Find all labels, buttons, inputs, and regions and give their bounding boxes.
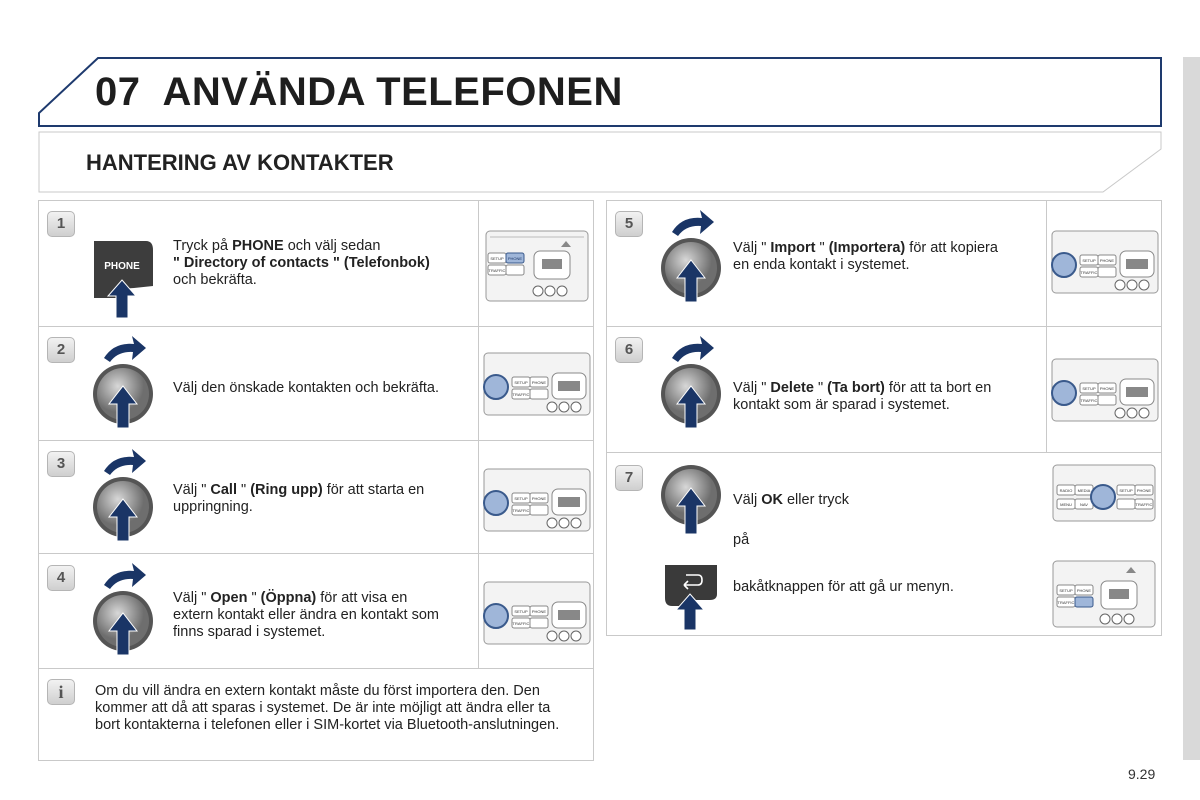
svg-text:TRAFFIC: TRAFFIC — [488, 268, 506, 273]
svg-text:SETUP: SETUP — [514, 496, 528, 501]
svg-text:TRAFFIC: TRAFFIC — [1080, 398, 1098, 403]
step-5-text: Välj " Import " (Importera) för att kopiera en enda kontakt i systemet. — [733, 240, 998, 273]
step-7-badge: 7 — [615, 465, 643, 491]
step-3-badge: 3 — [47, 451, 75, 477]
info-icon: i — [47, 679, 75, 705]
svg-text:TRAFFIC: TRAFFIC — [512, 508, 530, 513]
svg-text:MEDIA: MEDIA — [1077, 488, 1091, 493]
chapter-number: 07 — [95, 70, 141, 114]
step-7-text: Välj OK eller tryck — [733, 492, 850, 508]
svg-text:PHONE: PHONE — [1099, 386, 1115, 391]
svg-text:TRAFFIC: TRAFFIC — [1080, 270, 1098, 275]
step-3-text: Välj " Call " (Ring upp) för att starta en uppringning. — [173, 482, 425, 515]
svg-text:TRAFFIC: TRAFFIC — [1057, 600, 1075, 605]
page-side-tab — [1183, 57, 1200, 760]
rotary-knob-icon — [658, 462, 724, 541]
svg-text:MENU: MENU — [1060, 502, 1072, 507]
svg-text:TRAFFIC: TRAFFIC — [1135, 502, 1153, 507]
svg-text:PHONE: PHONE — [531, 609, 547, 614]
svg-text:PHONE: PHONE — [1076, 588, 1092, 593]
svg-text:PHONE: PHONE — [507, 256, 523, 261]
phone-button-icon — [90, 238, 156, 325]
page-number: 9.29 — [1128, 766, 1156, 782]
divider — [606, 452, 1162, 453]
step-4-text: Välj " Open " (Öppna) för att visa en extern kontakt eller ändra en kontakt som finns sparad i systemet. — [173, 590, 439, 640]
section-title: HANTERING AV KONTAKTER — [86, 150, 394, 175]
step-2-text: Välj den önskade kontakten och bekräfta. — [173, 380, 440, 396]
phone-button-label: PHONE — [104, 261, 140, 272]
radio-panel-thumbnail — [478, 327, 593, 440]
rotary-knob-icon — [90, 447, 156, 548]
radio-panel-thumbnail — [478, 201, 593, 326]
chapter-title-text: ANVÄNDA TELEFONEN — [162, 70, 623, 114]
step-7-text-back: bakåtknappen för att gå ur menyn. — [733, 579, 954, 595]
chapter-title — [95, 70, 623, 115]
step-6-badge: 6 — [615, 337, 643, 363]
rotary-knob-icon — [90, 561, 156, 662]
rotary-knob-icon — [658, 208, 724, 309]
info-text: Om du vill ändra en extern kontakt måste du först importera den. Den kommer att då att sparas i systemet. De är inte möjligt att ändra eller ta bort kontakterna i telefonen eller i SIM-kortet via Bluetooth-anslutningen. — [95, 683, 560, 733]
step-1-badge: 1 — [47, 211, 75, 237]
svg-text:PHONE: PHONE — [1099, 258, 1115, 263]
svg-text:PHONE: PHONE — [531, 496, 547, 501]
step-7-text-on: på — [733, 532, 750, 548]
radio-panel-thumbnail — [478, 554, 593, 668]
svg-text:SETUP: SETUP — [514, 380, 528, 385]
step-5-badge: 5 — [615, 211, 643, 237]
svg-text:PHONE: PHONE — [531, 380, 547, 385]
svg-text:PHONE: PHONE — [1136, 488, 1152, 493]
svg-text:RADIO: RADIO — [1059, 488, 1073, 493]
radio-panel-thumbnail — [1050, 455, 1158, 535]
svg-text:SETUP: SETUP — [1119, 488, 1133, 493]
radio-panel-thumbnail — [1046, 201, 1161, 326]
svg-text:SETUP: SETUP — [490, 256, 504, 261]
svg-text:TRAFFIC: TRAFFIC — [512, 392, 530, 397]
svg-text:SETUP: SETUP — [514, 609, 528, 614]
step-6-text: Välj " Delete " (Ta bort) för att ta bort en kontakt som är sparad i systemet. — [733, 380, 992, 413]
svg-text:SETUP: SETUP — [1082, 258, 1096, 263]
svg-text:SETUP: SETUP — [1082, 386, 1096, 391]
rotary-knob-icon — [90, 334, 156, 435]
step-1-text: Tryck på PHONE och välj sedan " Directory of contacts " (Telefonbok) och bekräfta. — [173, 238, 430, 288]
radio-panel-thumbnail — [1050, 555, 1158, 633]
step-4-badge: 4 — [47, 565, 75, 591]
rotary-knob-icon — [658, 334, 724, 435]
back-button-icon — [662, 562, 720, 637]
svg-text:NAV: NAV — [1080, 502, 1088, 507]
svg-text:SETUP: SETUP — [1059, 588, 1073, 593]
radio-panel-thumbnail — [478, 441, 593, 553]
divider — [38, 668, 594, 669]
svg-text:TRAFFIC: TRAFFIC — [512, 621, 530, 626]
radio-panel-thumbnail — [1046, 327, 1161, 452]
step-2-badge: 2 — [47, 337, 75, 363]
